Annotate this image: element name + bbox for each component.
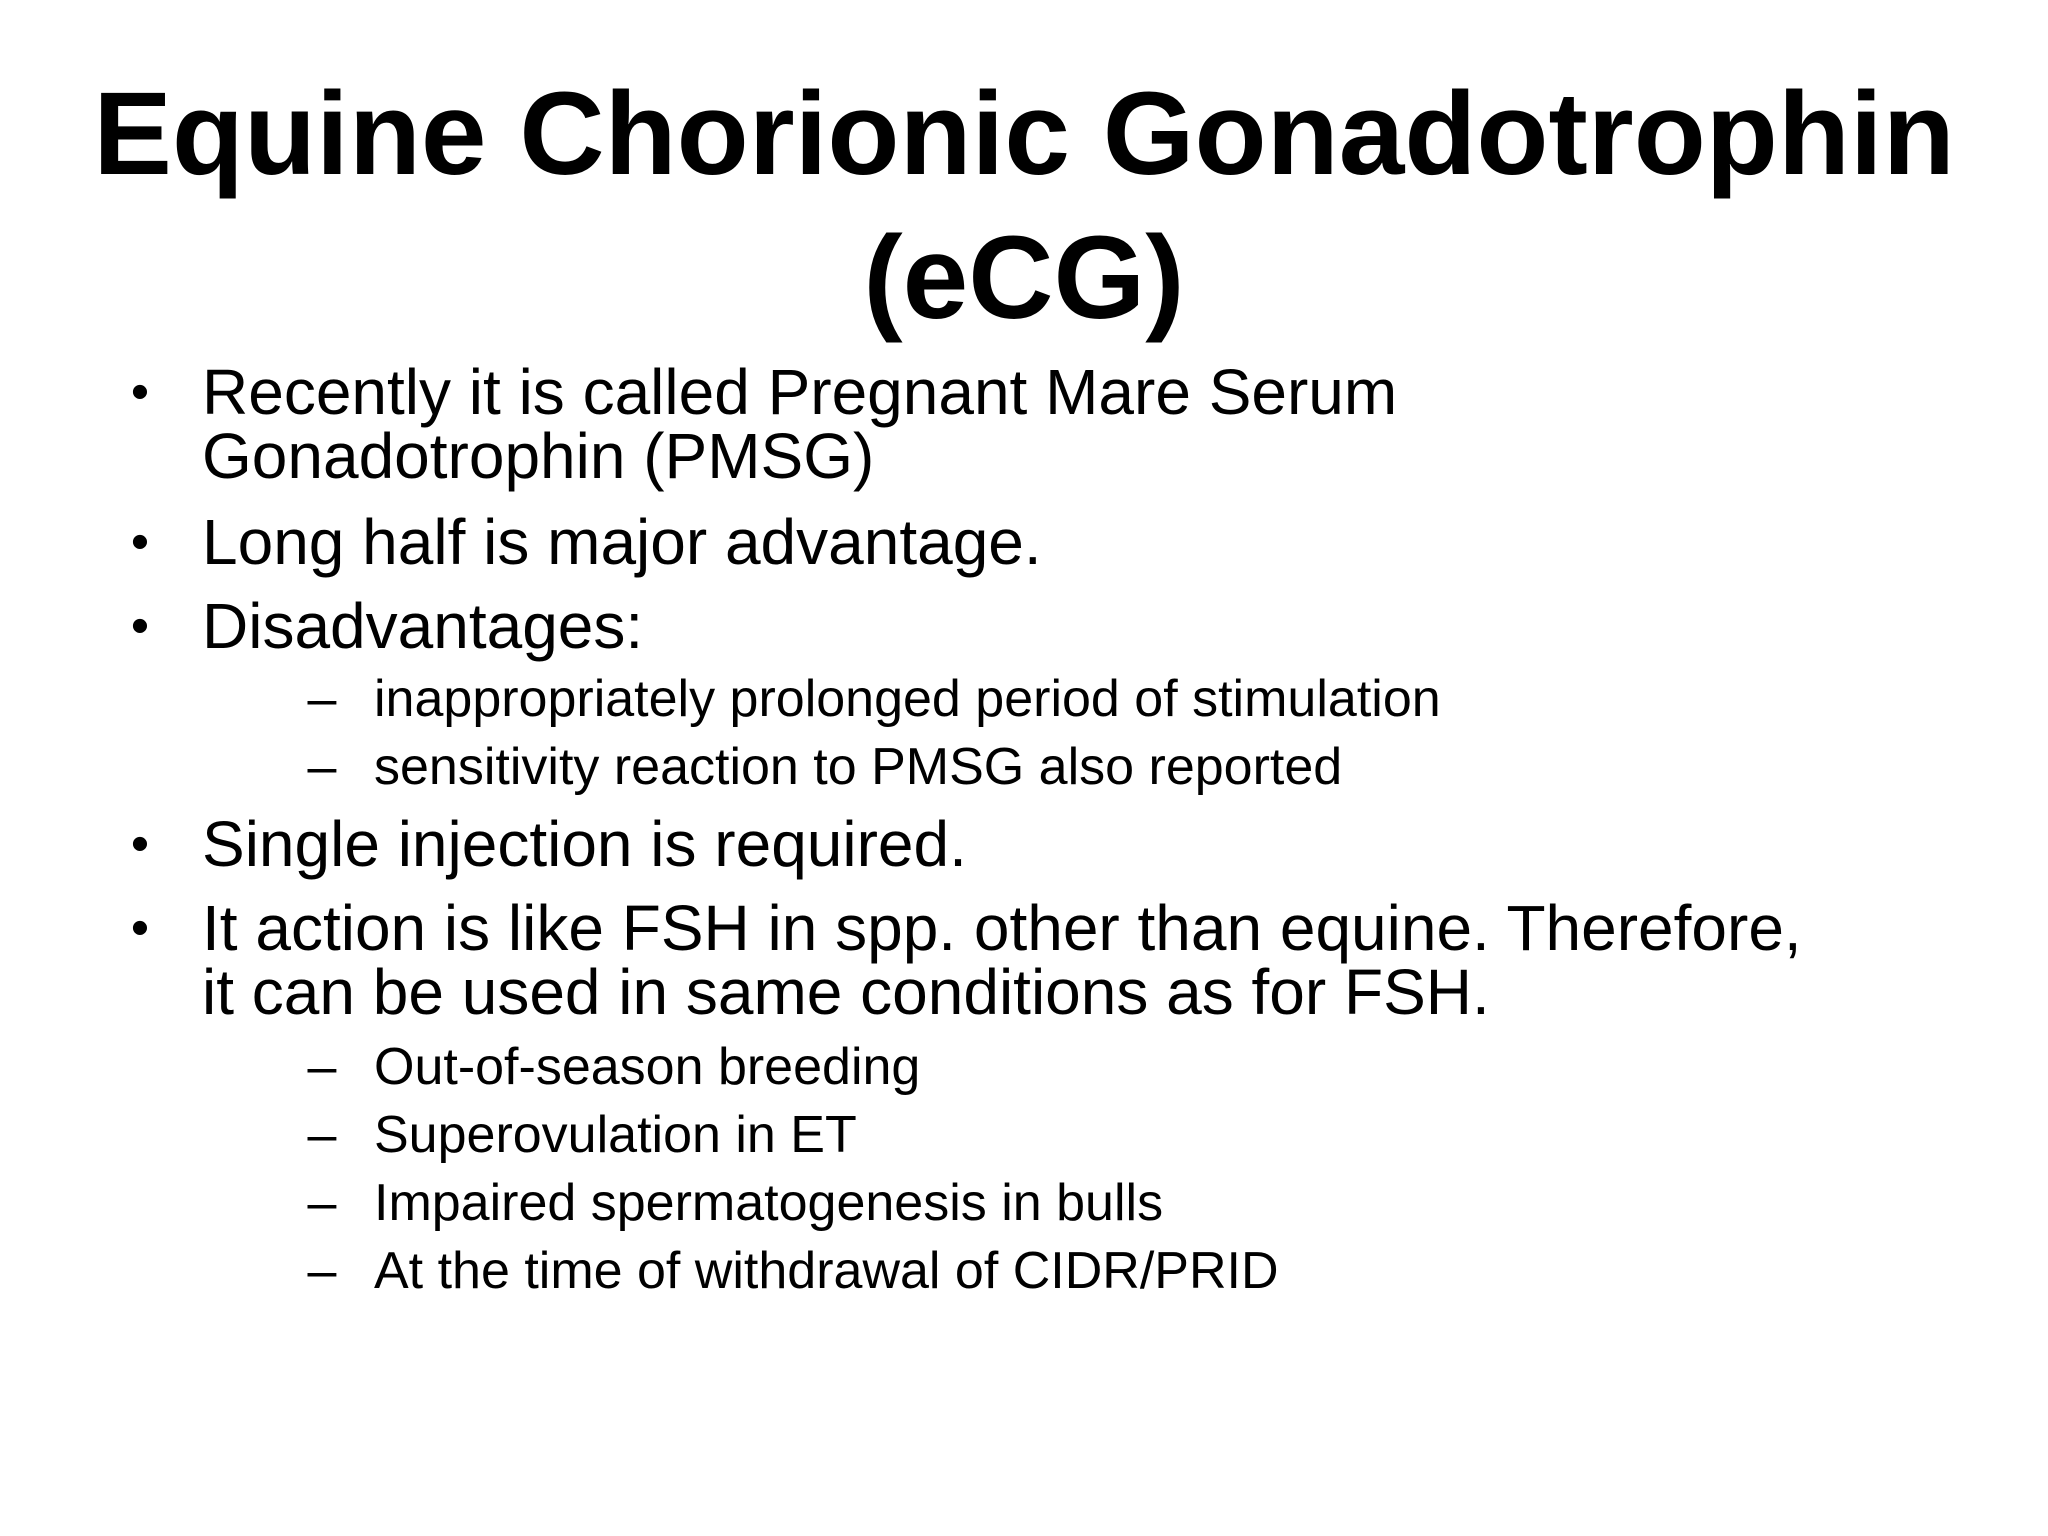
sub-marker: –	[307, 1038, 337, 1096]
bullet-text: Long half is major advantage.	[202, 506, 1042, 578]
bullet-text: it can be used in same conditions as for FSH.	[202, 956, 1490, 1028]
sub-item	[202, 1038, 1980, 1096]
bullet-marker: •	[130, 815, 150, 873]
sub-marker: –	[307, 670, 337, 728]
sub-text: Impaired spermatogenesis in bulls	[374, 1174, 1164, 1232]
sub-marker: –	[307, 738, 337, 796]
bullet-item-fsh-action	[120, 892, 1980, 1300]
sub-item	[202, 1242, 1980, 1300]
slide-title	[0, 62, 2048, 350]
bullet-list	[120, 356, 1980, 1300]
bullet-item-advantage	[120, 506, 1980, 578]
sub-list	[202, 1038, 1980, 1300]
sub-item	[202, 1106, 1980, 1164]
sub-list	[202, 670, 1980, 796]
title-line-1: Equine Chorionic Gonadotrophin	[93, 68, 1955, 200]
sub-text: Superovulation in ET	[374, 1106, 857, 1164]
bullet-item-pmsg-name	[120, 356, 1980, 492]
bullet-text: Gonadotrophin (PMSG)	[202, 420, 875, 492]
sub-item	[202, 1174, 1980, 1232]
bullet-item-single-injection	[120, 808, 1980, 880]
bullet-text: Single injection is required.	[202, 808, 967, 880]
bullet-text: Disadvantages:	[202, 590, 644, 662]
bullet-item-disadvantages	[120, 590, 1980, 796]
sub-marker: –	[307, 1242, 337, 1300]
sub-marker: –	[307, 1174, 337, 1232]
bullet-marker: •	[130, 597, 150, 655]
bullet-marker: •	[130, 899, 150, 957]
bullet-marker: •	[130, 363, 150, 421]
sub-text: At the time of withdrawal of CIDR/PRID	[374, 1242, 1279, 1300]
bullet-text: It action is like FSH in spp. other than equine. Therefore,	[202, 892, 1802, 964]
sub-text: Out-of-season breeding	[374, 1038, 921, 1096]
bullet-text: Recently it is called Pregnant Mare Serum	[202, 356, 1398, 428]
sub-text: inappropriately prolonged period of stimulation	[374, 670, 1441, 728]
sub-text: sensitivity reaction to PMSG also reported	[374, 738, 1343, 796]
sub-item	[202, 670, 1980, 728]
bullet-marker: •	[130, 513, 150, 571]
sub-item	[202, 738, 1980, 796]
title-line-2: (eCG)	[863, 212, 1185, 344]
sub-marker: –	[307, 1106, 337, 1164]
